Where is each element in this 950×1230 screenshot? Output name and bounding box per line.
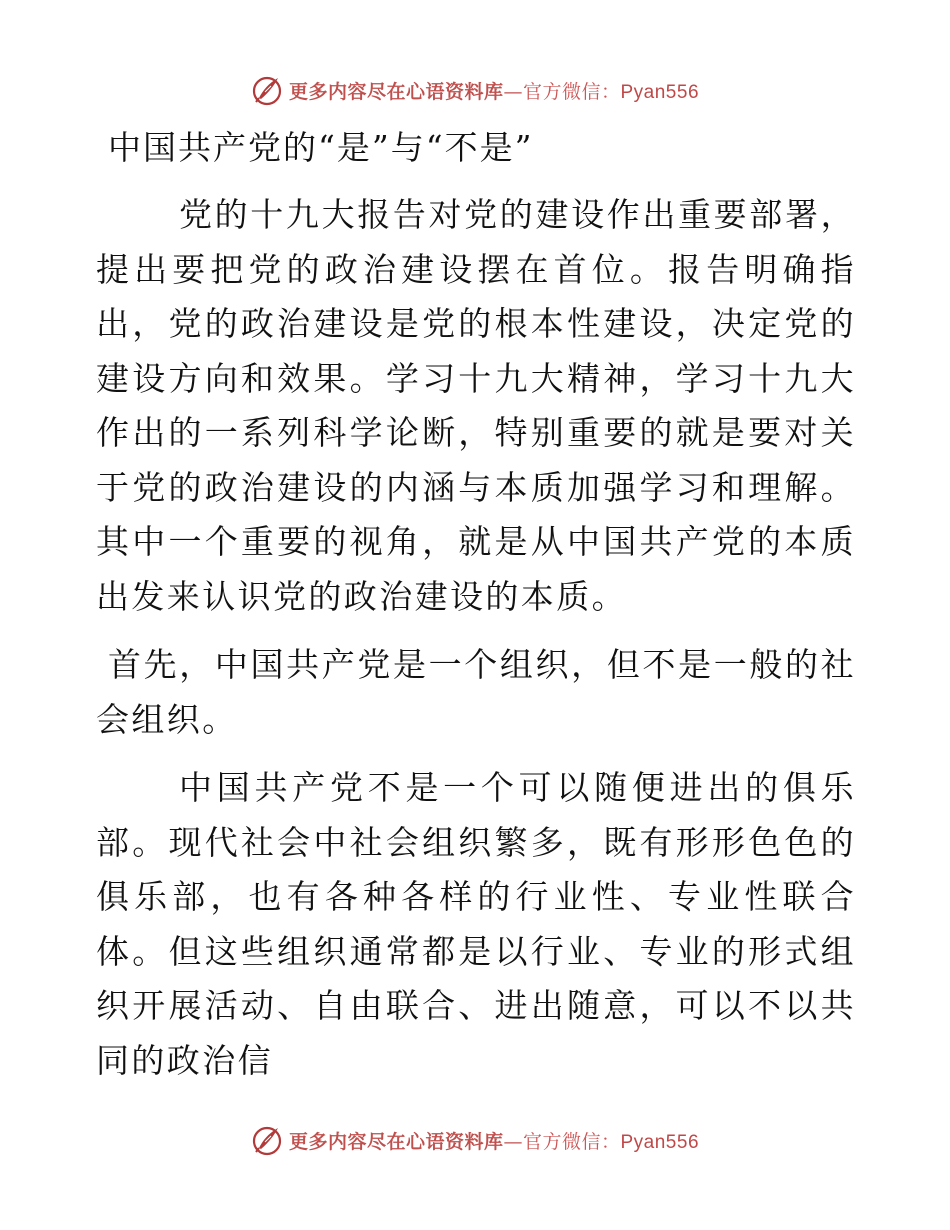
document-title: 中国共产党的“是”与“不是”: [108, 128, 534, 167]
watermark-separator: —: [503, 80, 523, 103]
watermark-separator: —: [503, 1130, 523, 1153]
feather-pen-logo-icon: [251, 1124, 283, 1156]
watermark-wechat-label: 官方微信：: [522, 80, 621, 103]
watermark-library-text: 更多内容尽在心语资料库: [288, 80, 504, 103]
watermark-text: [289, 77, 699, 104]
watermark-wechat-id: Pyan556: [620, 81, 700, 103]
watermark-wechat-id: Pyan556: [620, 1131, 700, 1153]
header-watermark: [0, 70, 950, 110]
watermark-library-text: 更多内容尽在心语资料库: [288, 1130, 504, 1153]
footer-watermark: [0, 1120, 950, 1160]
paragraph-1: 党的十九大报告对党的建设作出重要部署，提出要把党的政治建设摆在首位。报告明确指出，党的政治建设是党的根本性建设，决定党的建设方向和效果。学习十九大精神，学习十九大作出的一系列科学论断，特别重要的就是要对关于党的政治建设的内涵与本质加强学习和理解。其中一个重要的视角，就是从中国共产党的本质出发来认识党的政治建设的本质。: [96, 195, 856, 616]
paragraph-2: 中国共产党不是一个可以随便进出的俱乐部。现代社会中社会组织繁多，既有形形色色的俱乐部，也有各种各样的行业性、专业性联合体。但这些组织通常都是以行业、专业的形式组织开展活动、自由联合、进出随意，可以不以共同的政治信: [96, 768, 856, 1080]
watermark-wechat-label: 官方微信：: [522, 1130, 621, 1153]
watermark-text: [289, 1127, 699, 1154]
document-body: [96, 124, 856, 1102]
feather-pen-logo-icon: [251, 74, 283, 106]
subheading-1: 首先，中国共产党是一个组织，但不是一般的社会组织。: [96, 645, 856, 739]
